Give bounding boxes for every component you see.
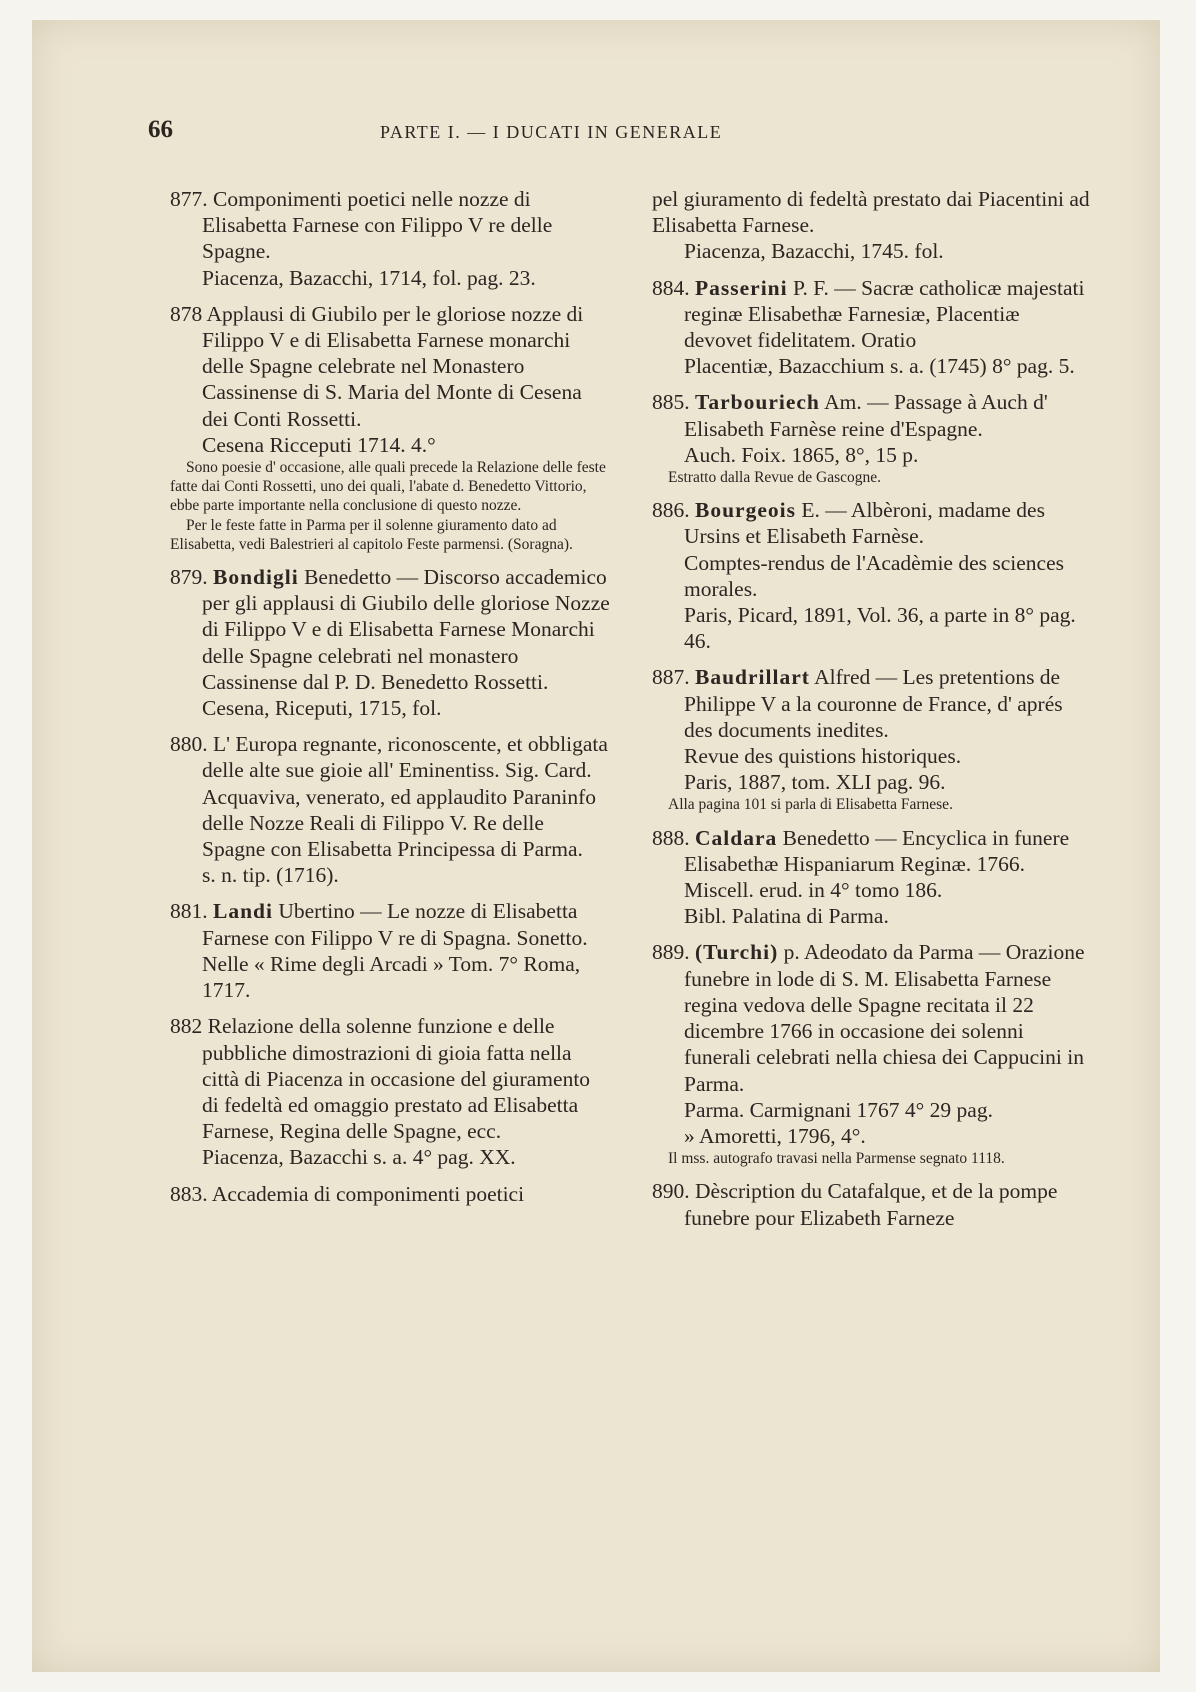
entry-text — [652, 389, 1092, 441]
entry-title: L' Europa regnante, riconoscente, et obbligata delle alte sue gioie all' Eminentiss. Sig. Card. Acquaviva, venerato, ed applaudito Paraninfo delle Nozze Reali di Filippo V. Re delle Spagne con Elisabetta Principessa di Parma. — [202, 732, 608, 862]
bibliography-entry — [170, 301, 610, 554]
entry-imprint: Miscell. erud. in 4° tomo 186. — [684, 878, 943, 903]
entry-author: Bondigli — [213, 565, 299, 590]
entry-title: Ubertino — Le nozze di Elisabetta Farnese con Filippo V re di Spagna. Sonetto. — [202, 899, 588, 950]
entry-imprint: Comptes-rendus de l'Acadèmie des sciences morales. — [684, 550, 1064, 601]
bibliography-entry — [170, 1013, 610, 1170]
bibliography-entry — [652, 497, 1092, 654]
entry-text — [652, 825, 1092, 877]
entry-number: 883. — [170, 1181, 208, 1206]
entry-imprint: Nelle « Rime degli Arcadi » Tom. 7° Roma, 1717. — [202, 951, 581, 1003]
bibliography-entry — [652, 389, 1092, 487]
entry-text — [170, 564, 610, 695]
entry-imprint: Bibl. Palatina di Parma. — [684, 904, 889, 929]
entry-text — [170, 1181, 610, 1207]
entry-number: 890. — [652, 1179, 690, 1204]
entry-author: Bourgeois — [695, 498, 796, 523]
entry-title: Relazione della solenne funzione e delle pubbliche dimostrazioni di gioia fatta nella città di Piacenza in occasione del giuramento di fedeltà ed omaggio prestato ad Elisabetta Farnese, Regina delle Spagne, ecc. — [202, 1014, 591, 1144]
entry-title: Accademia di componimenti poetici — [211, 1181, 525, 1206]
entry-note: Sono poesie d' occasione, alle quali precede la Relazione delle feste fatte dai Conti Rossetti, uno dei quali, l'abate d. Benedetto Vittorio, ebbe parte importante nella conclusione di questo nozze. — [170, 459, 606, 515]
entry-author: Landi — [213, 899, 273, 924]
entry-text — [652, 497, 1092, 549]
entry-imprint: Parma. Carmignani 1767 4° 29 pag. — [684, 1097, 993, 1122]
entry-note: Il mss. autografo travasi nella Parmense segnato 1118. — [668, 1150, 1005, 1168]
entry-title: P. F. — Sacræ catholicæ majestati reginæ Elisabethæ Farnesiæ, Placentiæ devovet fidelitatem. Oratio — [684, 275, 1085, 353]
entry-text — [652, 1178, 1092, 1230]
entry-author: (Turchi) — [695, 940, 779, 965]
entry-number: 885. — [652, 390, 690, 415]
bibliography-entry — [652, 664, 1092, 814]
entry-imprint: Paris, 1887, tom. XLI pag. 96. — [684, 770, 946, 795]
entry-title: Componimenti poetici nelle nozze di Elisabetta Farnese con Filippo V re delle Spagne. — [202, 187, 553, 264]
entry-imprint: Revue des quistions historiques. — [684, 744, 962, 769]
entry-text — [170, 1013, 610, 1144]
entry-text — [170, 898, 610, 950]
bibliography-entry — [652, 186, 1092, 265]
bibliography-entry — [170, 1181, 610, 1207]
entry-text — [652, 664, 1092, 743]
entry-imprint: Cesena, Riceputi, 1715, fol. — [202, 696, 442, 721]
entry-text — [170, 731, 610, 862]
entry-number: 882 — [170, 1014, 203, 1039]
entry-imprint: Piacenza, Bazacchi s. a. 4° pag. XX. — [202, 1145, 516, 1170]
entry-author: Caldara — [695, 825, 778, 850]
entry-title: p. Adeodato da Parma — Orazione funebre in lode di S. M. Elisabetta Farnese regina vedova delle Spagne recitata il 22 dicembre 1766 in occasione dei solenni funerali celebrati nella chiesa dei Cappucini in Parma. — [684, 940, 1085, 1096]
entry-text — [652, 186, 1092, 238]
document-page — [32, 20, 1160, 1672]
bibliography-entry — [652, 825, 1092, 930]
entry-number: 877. — [170, 187, 208, 211]
entry-author: Tarbouriech — [695, 390, 820, 415]
page-number: 66 — [148, 116, 173, 143]
entry-imprint: » Amoretti, 1796, 4°. — [684, 1123, 866, 1148]
entry-imprint: s. n. tip. (1716). — [202, 863, 339, 888]
running-title: PARTE I. — I DUCATI IN GENERALE — [380, 122, 723, 142]
entry-imprint: Cesena Ricceputi 1714. 4.° — [202, 432, 436, 457]
bibliography-entry — [170, 186, 610, 291]
entry-imprint: Paris, Picard, 1891, Vol. 36, a parte in 8° pag. 46. — [684, 603, 1076, 654]
entry-note: Per le feste fatte in Parma per il solenne giuramento dato ad Elisabetta, vedi Balestrieri al capitolo Feste parmensi. (Soragna). — [170, 516, 573, 553]
right-column — [652, 186, 1092, 1241]
bibliography-entry — [170, 564, 610, 721]
entry-imprint: Piacenza, Bazacchi, 1714, fol. pag. 23. — [202, 265, 536, 290]
entry-text — [170, 186, 610, 265]
entry-author: Passerini — [695, 275, 788, 300]
entry-title: pel giuramento di fedeltà prestato dai Piacentini ad Elisabetta Farnese. — [652, 187, 1090, 238]
entry-number: 880. — [170, 732, 208, 757]
entry-author: Baudrillart — [695, 665, 810, 690]
bibliography-entry — [652, 939, 1092, 1168]
entry-number: 888. — [652, 825, 690, 850]
entry-title: Am. — Passage à Auch d' Elisabeth Farnèse reine d'Espagne. — [684, 390, 1048, 441]
entry-number: 887. — [652, 665, 690, 690]
bibliography-entry — [170, 898, 610, 1003]
entry-title: Benedetto — Discorso accademico per gli applausi di Giubilo delle gloriose Nozze di Filippo V e di Elisabetta Farnese Monarchi delle Spagne celebrati nel monastero Cassinense dal P. D. Benedetto Rossetti. — [202, 565, 610, 694]
entry-imprint: Auch. Foix. 1865, 8°, 15 p. — [684, 442, 919, 467]
entry-text — [652, 275, 1092, 354]
entry-note: Estratto dalla Revue de Gascogne. — [668, 469, 882, 487]
entry-title: Applausi di Giubilo per le gloriose nozze di Filippo V e di Elisabetta Farnese monarchi delle Spagne celebrate nel Monastero Cassinense di S. Maria del Monte di Cesena dei Conti Rossetti. — [202, 301, 584, 431]
entry-title: Alfred — Les pretentions de Philippe V a la couronne de France, d' aprés des documents inedites. — [684, 665, 1063, 742]
entry-number: 878 — [170, 301, 203, 326]
entry-number: 886. — [652, 498, 690, 523]
page-header — [148, 116, 848, 156]
entry-number: 884. — [652, 275, 690, 300]
entry-note: Alla pagina 101 si parla di Elisabetta Farnese. — [668, 796, 953, 814]
bibliography-entry — [652, 1178, 1092, 1230]
entry-number: 879. — [170, 565, 208, 590]
entry-number: 881. — [170, 899, 208, 924]
entry-imprint: Placentiæ, Bazacchium s. a. (1745) 8° pag. 5. — [684, 354, 1075, 379]
entry-title: Benedetto — Encyclica in funere Elisabethæ Hispaniarum Reginæ. 1766. — [684, 825, 1070, 876]
entry-title: E. — Albèroni, madame des Ursins et Elisabeth Farnèse. — [684, 498, 1045, 549]
entry-text — [170, 301, 610, 432]
bibliography-entry — [170, 731, 610, 888]
bibliography-entry — [652, 275, 1092, 380]
entry-number: 889. — [652, 940, 690, 965]
entry-imprint: Piacenza, Bazacchi, 1745. fol. — [684, 239, 944, 264]
entry-title: Dèscription du Catafalque, et de la pompe funebre pour Elizabeth Farneze — [684, 1179, 1058, 1230]
entry-text — [652, 939, 1092, 1096]
left-column — [170, 186, 610, 1217]
